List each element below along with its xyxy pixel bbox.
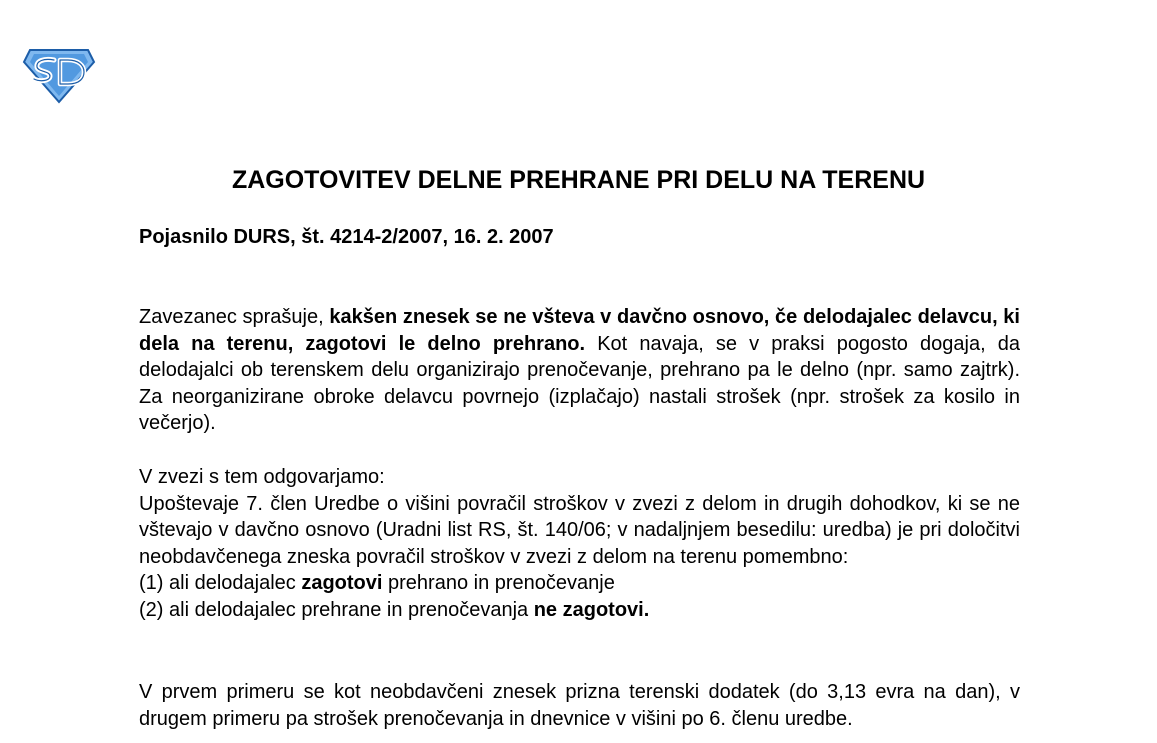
list-item-2-bold: ne zagotovi.	[533, 598, 650, 621]
document-title: ZAGOTOVITEV DELNE PREHRANE PRI DELU NA TERENU	[231, 166, 926, 194]
document-subtitle: Pojasnilo DURS, št. 4214-2/2007, 16. 2. 2007	[139, 226, 554, 248]
question-highlight: kakšen znesek se ne všteva v davčno osnovo, če delodajalec delavcu, ki dela na terenu, zagotovi le delno prehrano.	[139, 306, 1020, 355]
list-item-1-prefix: (1) ali delodajalec	[139, 572, 302, 594]
list-item-2-prefix: (2) ali delodajalec prehrane in prenočevanja	[139, 598, 534, 621]
answer-section	[139, 464, 1020, 623]
conclusion-paragraph: V prvem primeru se kot neobdavčeni znesek prizna terenski dodatek (do 3,13 evra na dan), v drugem primeru pa strošek prenočevanja in dnevnice v višini po 6. členu uredbe.	[139, 681, 1020, 730]
answer-lead: V zvezi s tem odgovarjamo:	[139, 466, 385, 488]
answer-body: Upoštevaje 7. člen Uredbe o višini povračil stroškov v zvezi z delom in drugih dohodkov, ki se ne vštevajo v davčno osnovo (Uradni list RS, št. 140/06; v nadaljnjem besedilu: uredba) je pri določitvi neobdavčenega zneska povračil stroškov v zvezi z delom na terenu pomembno:	[139, 492, 1020, 568]
company-logo	[22, 48, 96, 104]
question-details: Kot navaja, se v praksi pogosto dogaja, da delodajalci ob terenskem delu organizirajo prenočevanje, prehrano pa le delno (npr. samo zajtrk). Za neorganizirane obroke delavcu povrnejo (izplačajo) nastali strošek (npr. strošek za kosilo in večerjo).	[139, 332, 1020, 434]
list-item-1	[139, 570, 1020, 597]
list-item-1-bold: zagotovi	[301, 572, 383, 594]
question-intro: Zavezanec sprašuje,	[139, 306, 330, 328]
question-paragraph	[139, 304, 1020, 437]
list-item-1-suffix: prehrano in prenočevanje	[382, 572, 615, 594]
list-item-2	[139, 597, 1020, 624]
